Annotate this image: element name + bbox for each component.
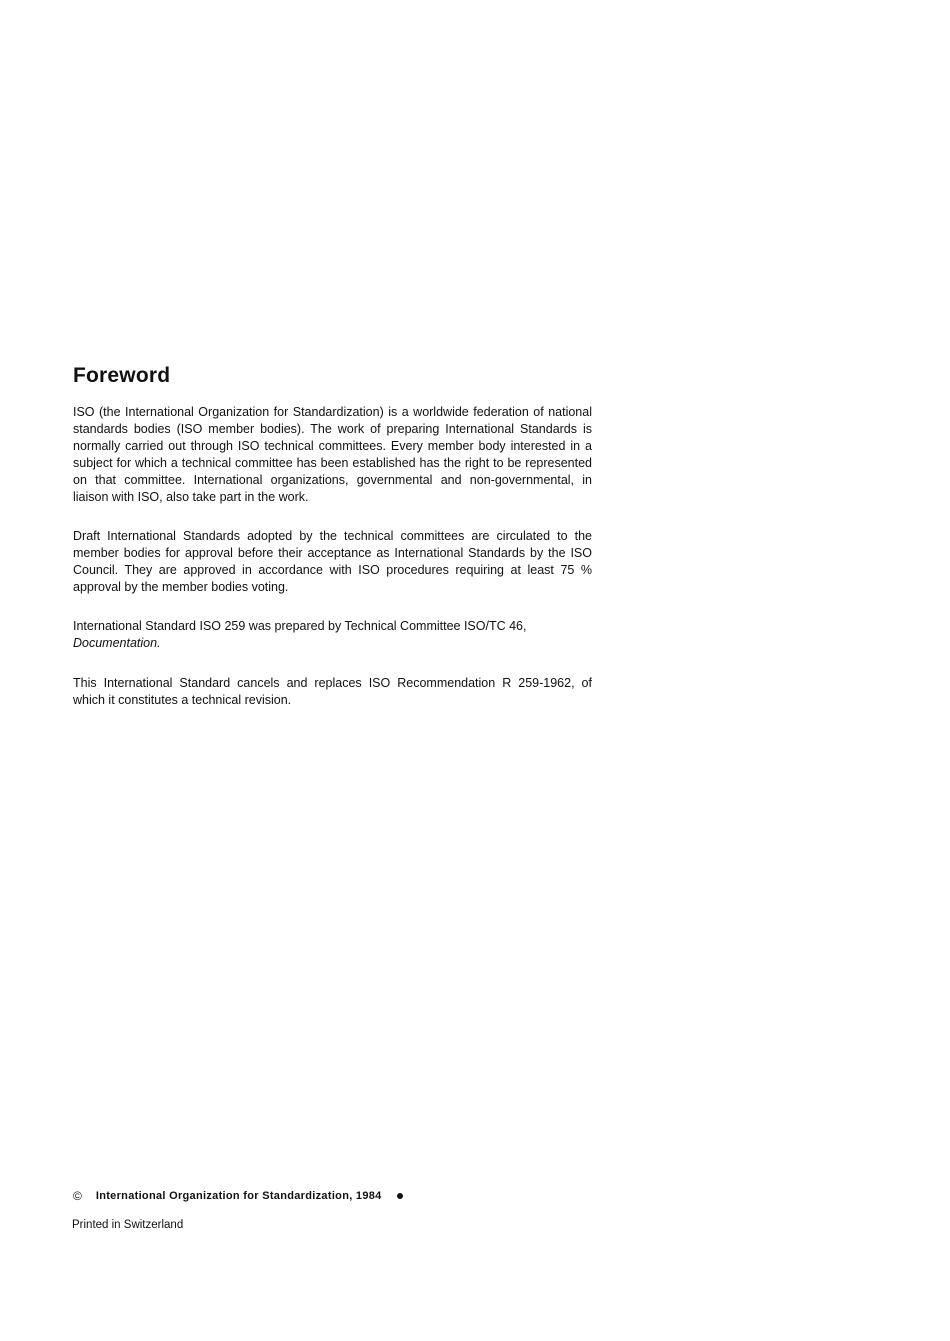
page-title: Foreword [73,364,171,387]
foreword-paragraph-4: This International Standard cancels and replaces ISO Recommendation R 259-1962, of which it constitutes a technical revision. [73,676,592,707]
foreword-paragraph-3 [73,618,592,652]
committee-title: Documentation. [73,636,161,650]
copyright-line [73,1189,403,1203]
copyright-icon: © [73,1189,82,1203]
bullet-dot-icon [397,1193,403,1199]
foreword-paragraph-1: ISO (the International Organization for Standardization) is a worldwide federation of national standards bodies (ISO member bodies). The work of preparing International Standards is normally carried out through ISO technical committees. Every member body interested in a subject for which a technical committee has been established has the right to be represented on that committee. International organizations, governmental and non-governmental, in liaison with ISO, also take part in the work. [73,405,592,504]
copyright-text: International Organization for Standardization, 1984 [95,1190,382,1202]
foreword-paragraph-2: Draft International Standards adopted by the technical committees are circulated to the member bodies for approval before their acceptance as International Standards by the ISO Council. They are approved in accordance with ISO procedures requiring at least 75 % approval by the member bodies voting. [73,529,592,594]
printed-in-line: Printed in Switzerland [72,1219,184,1231]
paragraph-3-text: International Standard ISO 259 was prepared by Technical Committee ISO/TC 46, [73,619,527,633]
